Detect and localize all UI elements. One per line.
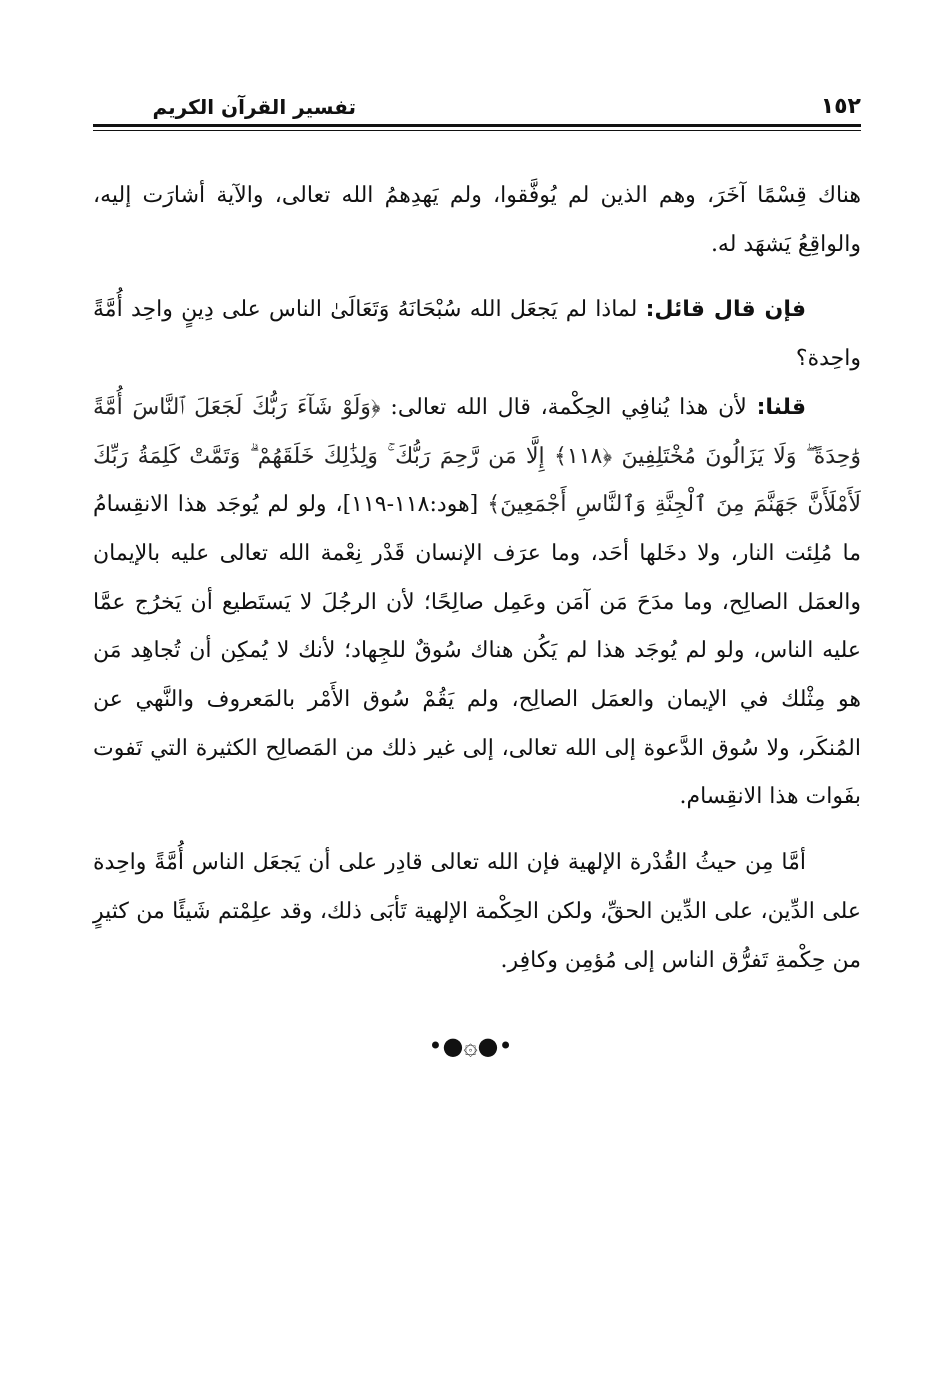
header-rule-thin [93,130,861,131]
answer-intro: لأن هذا يُنافِي الحِكْمة، قال الله تعالى: [390,394,747,420]
page-header [93,92,861,122]
section-end-ornament: •●۞●• [428,1032,513,1060]
paragraph-divine-power: أمَّا مِن حيثُ القُدْرة الإلهية فإن الله تعالى قادِر على أن يَجعَل الناس أُمَّةً واحِدة على الدِّين، على الدِّين الحقِّ، ولكن الحِكْمة الإلهية تَأبَى ذلك، وقد علِمْتم شَيئًا من كثيرٍ من حِكْمةِ تَفرُّق الناس إلى مُؤمِن وكافِر. [93,850,861,973]
page-number: ١٥٢ [820,94,861,119]
question-text: لماذا لم يَجعَل الله سُبْحَانَهُ وَتَعَالَىٰ الناس على دِينٍ واحِد أُمَّةً واحِدة؟ [93,297,861,372]
verse-citation: [هود:١١٨-١١٩] [342,492,479,518]
answer-label: قلنا: [756,394,807,420]
answer-body: ، ولو لم يُوجَد هذا الانقِسامُ ما مُلِئت النار، ولا دخَلها أحَد، وما عرَف الإنسان قَدْر نِعْمة الله تعالى عليه بالإيمان والعمَل الصالِح، وما مدَحَ مَن آمَن وعَمِل صالِحًا؛ لأن الرجُلَ لا يَستَطيع أن يَخرُج عمَّا عليه الناس، ولو لم يُوجَد هذا لم يَكُن هناك سُوقٌ للجِهاد؛ لأنك لا يُمكِن أن تُجاهِد مَن هو مِثْلك في الإيمان والعمَل الصالِح، ولم يَقُمْ سُوق الأَمْر بالمَعروف والنَّهي عن المُنكَر، ولا سُوق الدَّعوة إلى الله تعالى، إلى غير ذلك من المَصالِح الكثيرة التي تَفوت بفَوات هذا الانقِسام. [93,492,861,810]
header-rule-thick [93,124,861,127]
book-title: تفسير القرآن الكريم [152,95,356,119]
question-label: فإن قال قائل: [645,297,806,323]
body-text [93,172,861,985]
paragraph-question [93,286,861,383]
paragraph-answer [93,384,861,822]
paragraph-continuation: هناك قِسْمًا آخَرَ، وهم الذين لم يُوفَّقوا، ولم يَهدِهمُ الله تعالى، والآية أشارَت إليه، والواقِعُ يَشهَد له. [93,183,861,257]
quran-verse: ﴿وَلَوْ شَآءَ رَبُّكَ لَجَعَلَ ٱلنَّاسَ أُمَّةً وَٰحِدَةً ۖ وَلَا يَزَالُونَ مُخْتَلِفِينَ ﴿١١٨﴾ إِلَّا مَن رَّحِمَ رَبُّكَ ۚ وَلِذَٰلِكَ خَلَقَهُمْ ۗ وَتَمَّتْ كَلِمَةُ رَبِّكَ لَأَمْلَأَنَّ جَهَنَّمَ مِنَ ٱلْجِنَّةِ وَٱلنَّاسِ أَجْمَعِينَ﴾ [93,394,861,518]
